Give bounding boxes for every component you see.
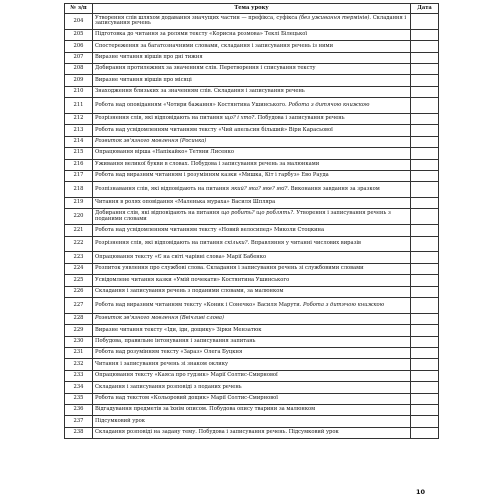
lesson-date-cell[interactable]: [411, 313, 439, 324]
lesson-number: 206: [65, 41, 93, 52]
table-row: [65, 252, 439, 263]
topic-text: Робота над усвідомленням читанням тексту «Новий велосипед» Миколи Стоцкина: [95, 226, 325, 233]
table-row: [65, 236, 439, 252]
topic-text: Добирання слів, які відповідають на питання: [95, 210, 222, 217]
lesson-date-cell[interactable]: [411, 63, 439, 74]
topic-text: Розпиток уявлення про службові слова. Складання і записування речень зі службовими словами: [95, 265, 364, 272]
topic-text: Відгадування предметів за їхнім описом. Побудова опису тварини за малюнком: [95, 406, 316, 413]
lesson-topic: [93, 198, 411, 209]
lesson-number: 223: [65, 252, 93, 263]
lesson-date-cell[interactable]: [411, 225, 439, 236]
topic-text: Виразне читання віршів про місяці: [95, 76, 192, 83]
lesson-number: 217: [65, 170, 93, 181]
lesson-date-cell[interactable]: [411, 404, 439, 415]
topic-italic-text: Робота з дитячою книжкою: [303, 301, 385, 308]
lesson-date-cell[interactable]: [411, 41, 439, 52]
lesson-topic: [93, 159, 411, 170]
lesson-topic: [93, 263, 411, 274]
lesson-number: 231: [65, 347, 93, 358]
lesson-topic: [93, 113, 411, 124]
table-row: [65, 275, 439, 286]
lesson-number: 213: [65, 125, 93, 136]
lesson-number: 229: [65, 325, 93, 336]
lesson-date-cell[interactable]: [411, 113, 439, 124]
lesson-date-cell[interactable]: [411, 52, 439, 63]
table-row: [65, 382, 439, 393]
table-row: [65, 404, 439, 415]
table-row: [65, 52, 439, 63]
table-row: [65, 416, 439, 427]
table-row: [65, 75, 439, 86]
lesson-number: 236: [65, 404, 93, 415]
lesson-number: 207: [65, 52, 93, 63]
table-row: [65, 336, 439, 347]
lesson-number: 208: [65, 63, 93, 74]
topic-text: Розрізнення слів, які відповідають на питання: [95, 115, 225, 122]
lesson-topic: [93, 336, 411, 347]
lesson-number: 221: [65, 225, 93, 236]
topic-text: Складання розповіді на задану тему. Побудова і записування речень. Підсумковий урок: [95, 429, 339, 436]
lesson-date-cell[interactable]: [411, 29, 439, 40]
table-row: [65, 198, 439, 209]
lesson-topic: [93, 427, 411, 438]
table-row: [65, 347, 439, 358]
lesson-date-cell[interactable]: [411, 275, 439, 286]
table-row: [65, 86, 439, 97]
topic-italic-text: який? яка? яке? які?: [230, 185, 288, 192]
table-header-row: [65, 4, 439, 14]
topic-text: Усвідомлене читання казки «Умій почекати» Костянтина Ушинського: [95, 276, 290, 283]
lesson-date-cell[interactable]: [411, 170, 439, 181]
lesson-topic: [93, 225, 411, 236]
lesson-number: 216: [65, 159, 93, 170]
lesson-topic: [93, 148, 411, 159]
topic-text: Читання і записування речень зі знаком оклику: [95, 360, 229, 367]
topic-italic-text: (без уживання термінів): [298, 14, 370, 21]
lesson-date-cell[interactable]: [411, 86, 439, 97]
table-row: [65, 225, 439, 236]
lesson-date-cell[interactable]: [411, 325, 439, 336]
lesson-number: 204: [65, 14, 93, 30]
table-row: [65, 159, 439, 170]
lesson-topic: [93, 286, 411, 297]
lesson-topic: [93, 98, 411, 114]
topic-text: Робота над виразним читанням тексту «Коник і Сонечко» Василя Марути.: [95, 301, 304, 308]
topic-text: Опрацювання тексту «Є на світі чарівні слова» Марії Бабенко: [95, 253, 267, 260]
lesson-topic: [93, 182, 411, 198]
table-row: [65, 148, 439, 159]
lesson-number: 234: [65, 382, 93, 393]
lesson-topic: [93, 209, 411, 225]
table-row: [65, 182, 439, 198]
topic-text: Підсумковий урок: [95, 417, 145, 424]
topic-text-after: . Виконання завдання за зразком: [287, 185, 380, 192]
topic-text: Робота над усвідомленням читанням тексту «Чий апельсин більший» Віри Карасьової: [95, 126, 333, 133]
lesson-date-cell[interactable]: [411, 98, 439, 114]
topic-text: Робота над оповіданням «Чотири бажання» Костянтина Ушинського.: [95, 101, 289, 108]
topic-text: Розпізнавання слів, які відповідають на питання: [95, 185, 231, 192]
table-row: [65, 14, 439, 30]
topic-text: Побудова, правильне інтонування і записування запитань: [95, 337, 256, 344]
lesson-date-cell[interactable]: [411, 14, 439, 30]
topic-text: Складання і записування розповіді з поданих речень: [95, 383, 242, 390]
table-row: [65, 136, 439, 147]
table-row: [65, 209, 439, 225]
lesson-topic: [93, 86, 411, 97]
topic-italic-text: що? і хто?: [224, 115, 255, 122]
lesson-number: 219: [65, 198, 93, 209]
lesson-date-cell[interactable]: [411, 298, 439, 314]
lesson-topic: [93, 313, 411, 324]
lesson-date-cell[interactable]: [411, 370, 439, 381]
lesson-number: 230: [65, 336, 93, 347]
topic-text: Робота над виразним читанням і розумінням казки «Мишка, Кіт і гарбуз» Ево Рауда: [95, 172, 329, 179]
lesson-date-cell[interactable]: [411, 236, 439, 252]
lesson-date-cell[interactable]: [411, 416, 439, 427]
lesson-number: 233: [65, 370, 93, 381]
topic-italic-text: Розвиток зв'язного мовлення (Ввічливі слова): [95, 315, 224, 322]
lesson-number: 225: [65, 275, 93, 286]
lesson-topic: [93, 416, 411, 427]
lesson-number: 218: [65, 182, 93, 198]
header-num: № з/п: [65, 4, 93, 14]
table-row: [65, 427, 439, 438]
lesson-topic: [93, 404, 411, 415]
table-row: [65, 325, 439, 336]
lesson-date-cell[interactable]: [411, 263, 439, 274]
lesson-topic: [93, 382, 411, 393]
lesson-topic: [93, 125, 411, 136]
lesson-date-cell[interactable]: [411, 198, 439, 209]
lesson-number: 237: [65, 416, 93, 427]
lesson-topic: [93, 75, 411, 86]
table-row: [65, 170, 439, 181]
lesson-date-cell[interactable]: [411, 209, 439, 225]
lesson-topic: [93, 252, 411, 263]
lesson-topic: [93, 136, 411, 147]
topic-text: Розрізнення слів, які відповідають на питання: [95, 240, 225, 247]
topic-text: Підготовка до читання за ролями тексту «Корисна розмова» Теклі Білецької: [95, 31, 308, 38]
topic-text-after: . Утворення і записування речень з поданими словами: [95, 210, 391, 222]
lesson-date-cell[interactable]: [411, 125, 439, 136]
page-number: 10: [416, 488, 426, 496]
topic-italic-text: Робота з дитячою книжкою: [288, 101, 370, 108]
topic-text: Добирання протилежних за значенням слів. Перетворення і списування тексту: [95, 65, 316, 72]
lesson-number: 211: [65, 98, 93, 114]
lesson-topic: [93, 170, 411, 181]
topic-text-after: . Побудова і записування речень: [254, 115, 345, 122]
topic-text: Уживання великої букви в словах. Побудова і записування речень за малюнками: [95, 160, 320, 167]
lesson-date-cell[interactable]: [411, 393, 439, 404]
lesson-date-cell[interactable]: [411, 182, 439, 198]
lesson-number: 235: [65, 393, 93, 404]
topic-text: Опрацювання вірша «Напікайко» Тетяни Лисенко: [95, 149, 234, 156]
lesson-date-cell[interactable]: [411, 382, 439, 393]
lesson-topic: [93, 275, 411, 286]
table-row: [65, 98, 439, 114]
lesson-number: 228: [65, 313, 93, 324]
topic-text: Робота над розумінням тексту «Зараз» Олега Буцкня: [95, 349, 243, 356]
lesson-date-cell[interactable]: [411, 347, 439, 358]
lesson-number: 209: [65, 75, 93, 86]
topic-text: Робота над текстом «Кольоровий дощик» Марії Солтис-Смирнової: [95, 394, 278, 401]
table-row: [65, 63, 439, 74]
lesson-plan-table: [64, 3, 439, 439]
topic-text-after: . Вправляння у читанні числових виразів: [247, 240, 361, 247]
lesson-topic: [93, 14, 411, 30]
lesson-topic: [93, 63, 411, 74]
lesson-number: 227: [65, 298, 93, 314]
lesson-number: 238: [65, 427, 93, 438]
lesson-number: 232: [65, 359, 93, 370]
table-row: [65, 298, 439, 314]
lesson-topic: [93, 325, 411, 336]
topic-text: Виразне читання віршів про дні тижня: [95, 53, 203, 60]
table-row: [65, 286, 439, 297]
lesson-topic: [93, 52, 411, 63]
header-topic: Тема уроку: [93, 4, 411, 14]
lesson-date-cell[interactable]: [411, 159, 439, 170]
topic-text: Виразне читання тексту «Іди, іди, дощику» Зірки Мензатюк: [95, 326, 262, 333]
topic-text: Утворення слів шляхом додавання значущих частин — префікса, суфікса: [95, 14, 299, 21]
topic-text: Складання і записування речень з поданими словами, за малюнком: [95, 287, 284, 294]
lesson-topic: [93, 347, 411, 358]
lesson-topic: [93, 29, 411, 40]
lesson-date-cell[interactable]: [411, 359, 439, 370]
lesson-number: 212: [65, 113, 93, 124]
lesson-number: 224: [65, 263, 93, 274]
lesson-topic: [93, 393, 411, 404]
table-row: [65, 29, 439, 40]
table-row: [65, 393, 439, 404]
lesson-date-cell[interactable]: [411, 252, 439, 263]
topic-text: Знаходження близьких за значенням слів. Складання і записування речень: [95, 88, 305, 95]
topic-text: Спостереження за багатозначними словами, складання і записування речень із ними: [95, 42, 334, 49]
lesson-date-cell[interactable]: [411, 148, 439, 159]
lesson-number: 214: [65, 136, 93, 147]
lesson-date-cell[interactable]: [411, 336, 439, 347]
topic-text: Опрацювання тексту «Каяса про гудзик» Марії Солтис-Смирнової: [95, 372, 278, 379]
topic-italic-text: скільки?: [224, 240, 248, 247]
lesson-date-cell[interactable]: [411, 427, 439, 438]
lesson-number: 226: [65, 286, 93, 297]
table-row: [65, 359, 439, 370]
topic-italic-text: Розвиток зв'язного мовлення (Росинка): [95, 138, 207, 145]
table-row: [65, 370, 439, 381]
lesson-number: 210: [65, 86, 93, 97]
lesson-topic: [93, 298, 411, 314]
table-row: [65, 41, 439, 52]
lesson-date-cell[interactable]: [411, 75, 439, 86]
lesson-topic: [93, 359, 411, 370]
lesson-topic: [93, 236, 411, 252]
topic-text: Читання в ролях оповідання «Маленька мураха» Василя Шпляра: [95, 199, 276, 206]
table-row: [65, 313, 439, 324]
header-date: Дата: [411, 4, 439, 14]
lesson-topic: [93, 41, 411, 52]
table-row: [65, 113, 439, 124]
lesson-number: 220: [65, 209, 93, 225]
lesson-number: 215: [65, 148, 93, 159]
lesson-number: 222: [65, 236, 93, 252]
lesson-number: 205: [65, 29, 93, 40]
topic-text-after: . Складання і записування речень: [95, 14, 407, 27]
table-row: [65, 263, 439, 274]
table-row: [65, 125, 439, 136]
lesson-date-cell[interactable]: [411, 286, 439, 297]
table-body: [65, 14, 439, 439]
lesson-date-cell[interactable]: [411, 136, 439, 147]
topic-italic-text: що робить? що роблять?: [221, 210, 294, 217]
lesson-topic: [93, 370, 411, 381]
